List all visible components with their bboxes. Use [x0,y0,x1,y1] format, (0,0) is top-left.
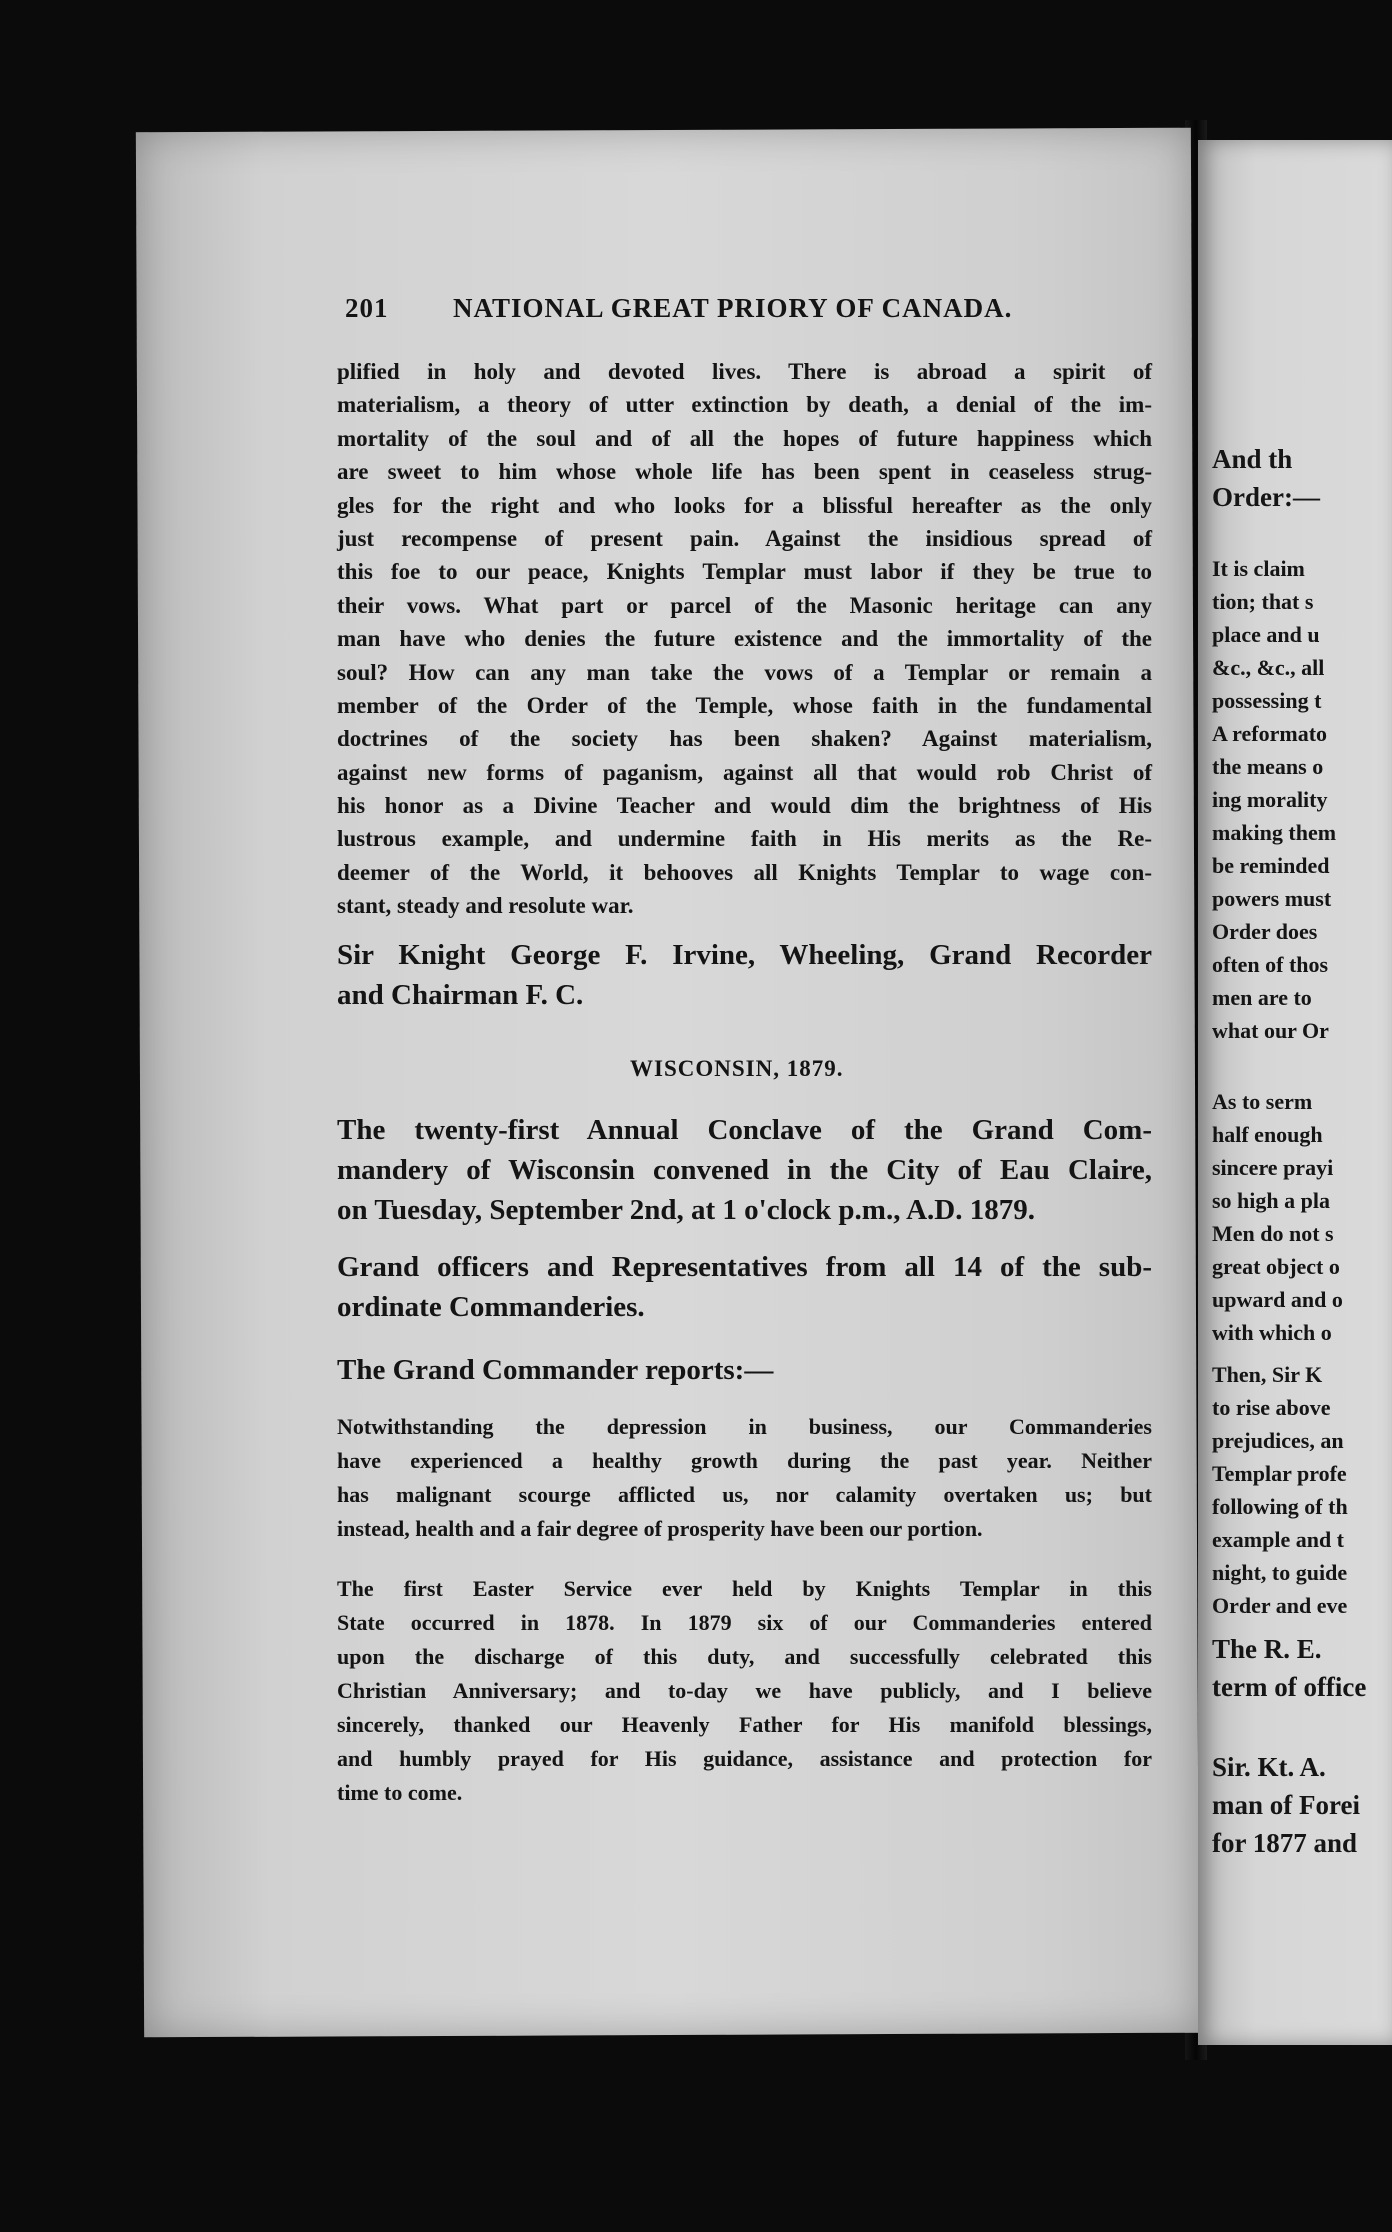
right-line: night, to guide [1212,1560,1348,1585]
text-line: upon the discharge of this duty, and successfully celebrated this [337,1644,1152,1669]
running-title: NATIONAL GREAT PRIORY OF CANADA. [453,293,1013,323]
text-line: ordinate Commanderies. [337,1291,645,1323]
right-line: sincere prayi [1212,1155,1334,1180]
right-line: ing morality [1212,787,1328,812]
right-line: example and t [1212,1527,1344,1552]
text-line: mandery of Wisconsin convened in the City of Eau Claire, [337,1154,1152,1186]
paragraph-irvine [337,935,1152,1015]
right-page [1198,140,1392,2045]
right-line: Men do not s [1212,1221,1334,1246]
right-line: great object o [1212,1254,1340,1279]
right-page-fragment-1 [1212,440,1320,516]
right-line: &c., &c., all [1212,655,1325,680]
right-line: for 1877 and [1212,1828,1358,1858]
text-line: Christian Anniversary; and to-day we have publicly, and I believe [337,1678,1152,1703]
text-line: The twenty-first Annual Conclave of the Grand Com- [337,1114,1152,1146]
text-line: Grand officers and Representatives from all 14 of the sub- [337,1251,1152,1283]
right-line: The R. E. [1212,1634,1322,1664]
right-page-fragment-6 [1212,1748,1360,1862]
right-line: upward and o [1212,1287,1343,1312]
right-line: the means o [1212,754,1324,779]
right-line: possessing t [1212,688,1322,713]
paragraph-growth [337,1410,1152,1546]
text-line: against new forms of paganism, against all that would rob Christ of [337,759,1152,785]
text-line: have experienced a healthy growth during the past year. Neither [337,1448,1152,1473]
text-line: Sir Knight George F. Irvine, Wheeling, Grand Recorder [337,939,1152,971]
right-page-fragment-3 [1212,1085,1343,1349]
running-header [345,293,1085,324]
paragraph-reports [337,1350,1152,1390]
paragraph-materialism [337,355,1152,923]
text-line: sincerely, thanked our Heavenly Father for His manifold blessings, [337,1712,1152,1737]
right-line: to rise above [1212,1395,1331,1420]
paragraph-easter-service [337,1572,1152,1810]
right-line: man of Forei [1212,1790,1360,1820]
text-line: are sweet to him whose whole life has been spent in ceaseless strug- [337,459,1152,485]
text-line: his honor as a Divine Teacher and would dim the brightness of His [337,793,1152,819]
right-line: with which o [1212,1320,1332,1345]
text-line: just recompense of present pain. Against the insidious spread of [337,525,1152,551]
text-line: man have who denies the future existence and the immortality of the [337,626,1152,652]
page-number: 201 [345,293,389,323]
text-line: and Chairman F. C. [337,979,584,1011]
right-line: Order:— [1212,482,1320,512]
right-line: place and u [1212,622,1320,647]
right-line: Order and eve [1212,1593,1348,1618]
right-line: A reformato [1212,721,1328,746]
right-line: be reminded [1212,853,1330,878]
right-line: making them [1212,820,1337,845]
text-line: The Grand Commander reports:— [337,1354,774,1386]
text-line: stant, steady and resolute war. [337,893,634,919]
right-line: half enough [1212,1122,1323,1147]
right-line: tion; that s [1212,589,1314,614]
right-line: It is claim [1212,556,1305,581]
text-line: and humbly prayed for His guidance, assistance and protection for [337,1746,1152,1771]
text-line: instead, health and a fair degree of prosperity have been our portion. [337,1516,983,1541]
right-line: what our Or [1212,1018,1329,1043]
section-heading: WISCONSIN, 1879. [630,1056,844,1081]
text-line: gles for the right and who looks for a blissful hereafter as the only [337,492,1152,518]
text-line: time to come. [337,1780,463,1805]
right-line: often of thos [1212,952,1329,977]
text-line: The first Easter Service ever held by Knights Templar in this [337,1576,1152,1601]
paragraph-conclave [337,1110,1152,1230]
right-line: following of th [1212,1494,1348,1519]
text-line: this foe to our peace, Knights Templar must labor if they be true to [337,559,1152,585]
right-page-fragment-5 [1212,1630,1366,1706]
right-line: Templar profe [1212,1461,1347,1486]
right-page-fragment-2 [1212,552,1336,1047]
text-line: deemer of the World, it behooves all Knights Templar to wage con- [337,859,1152,885]
text-line: has malignant scourge afflicted us, nor calamity overtaken us; but [337,1482,1152,1507]
right-line: term of office [1212,1672,1367,1702]
text-line: Notwithstanding the depression in business, our Commanderies [337,1414,1152,1439]
right-line: prejudices, an [1212,1428,1344,1453]
text-line: materialism, a theory of utter extinction by death, a denial of the im- [337,392,1152,418]
text-line: plified in holy and devoted lives. There is abroad a spirit of [337,359,1152,384]
text-line: on Tuesday, September 2nd, at 1 o'clock p.m., A.D. 1879. [337,1194,1035,1226]
text-line: soul? How can any man take the vows of a Templar or remain a [337,659,1152,685]
right-line: And th [1212,444,1293,474]
right-line: men are to [1212,985,1312,1010]
text-line: their vows. What part or parcel of the Masonic heritage can any [337,592,1152,618]
text-line: State occurred in 1878. In 1879 six of our Commanderies entered [337,1610,1152,1635]
right-line: powers must [1212,886,1332,911]
right-line: Sir. Kt. A. [1212,1752,1326,1782]
right-page-fragment-4 [1212,1358,1348,1622]
text-line: member of the Order of the Temple, whose faith in the fundamental [337,692,1152,718]
text-line: mortality of the soul and of all the hopes of future happiness which [337,425,1152,451]
text-line: lustrous example, and undermine faith in His merits as the Re- [337,826,1152,852]
paragraph-officers [337,1247,1152,1327]
right-line: Then, Sir K [1212,1362,1323,1387]
right-line: As to serm [1212,1089,1313,1114]
right-line: so high a pla [1212,1188,1330,1213]
right-line: Order does [1212,919,1318,944]
text-line: doctrines of the society has been shaken? Against materialism, [337,726,1152,752]
